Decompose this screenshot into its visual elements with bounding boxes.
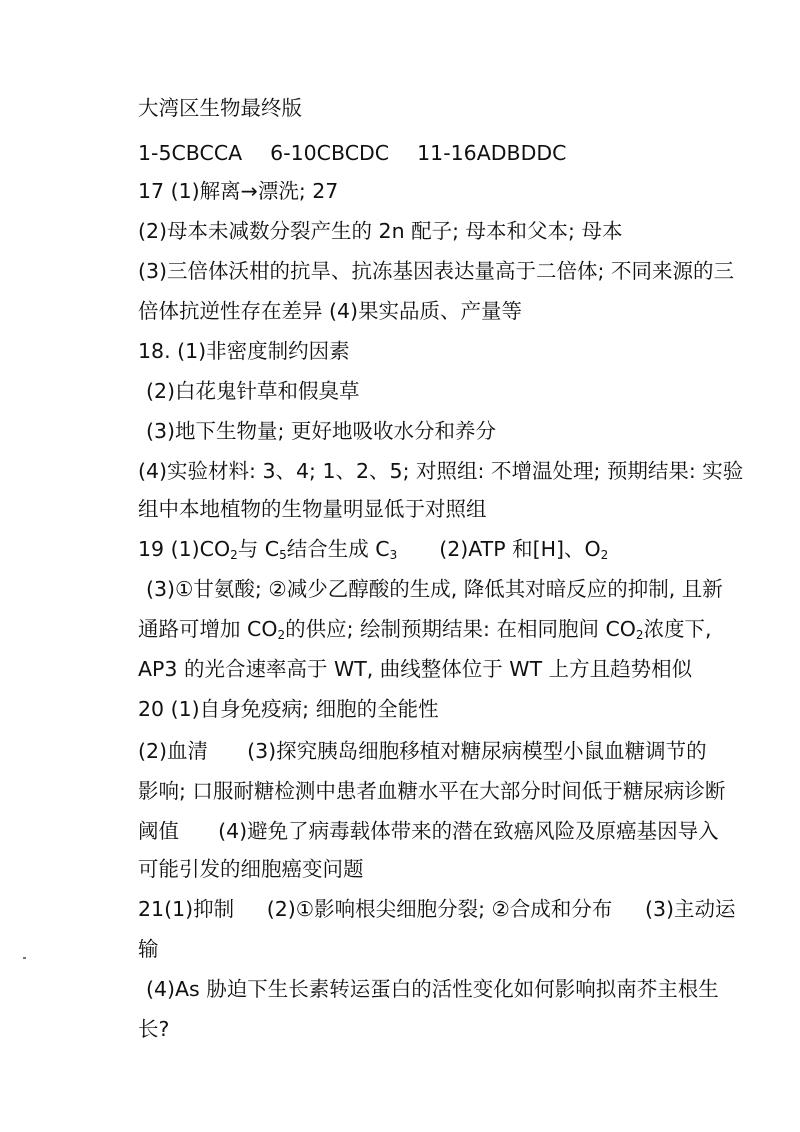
q21-line-3: (4)As 胁迫下生长素转运蛋白的活性变化如何影响拟南芥主根生 — [146, 977, 719, 1001]
mc-group-3: 11-16ADBDDC — [417, 141, 567, 165]
q20-line-2: (2)血清 (3)探究胰岛细胞移植对糖尿病模型小鼠血糖调节的 — [138, 739, 707, 763]
q19-text-a: 19 (1)CO — [138, 537, 231, 561]
q19-text-c: 结合生成 C — [286, 537, 390, 561]
q18-line-3: (3)地下生物量; 更好地吸收水分和养分 — [146, 419, 496, 443]
q17-line-3: (3)三倍体沃柑的抗旱、抗冻基因表达量高于二倍体; 不同来源的三 — [138, 259, 734, 283]
q18-line-4: (4)实验材料: 3、4; 1、2、5; 对照组: 不增温处理; 预期结果: 实验 — [138, 459, 744, 483]
q18-line-1: 18. (1)非密度制约因素 — [138, 339, 350, 363]
q19-l3-text-c: 浓度下, — [643, 617, 712, 641]
q17-line-1: 17 (1)解离→漂洗; 27 — [138, 179, 339, 203]
q17-line-2: (2)母本未减数分裂产生的 2n 配子; 母本和父本; 母本 — [138, 219, 623, 243]
q19-sub-1: 2 — [230, 548, 238, 562]
multiple-choice-answers — [138, 140, 594, 166]
mc-group-2: 6-10CBCDC — [270, 141, 390, 165]
q19-text-b: 与 C — [237, 537, 280, 561]
q19-line-3 — [138, 616, 712, 642]
q19-l3-sub-1: 2 — [277, 628, 286, 642]
q19-l3-text-a: 通路可增加 CO — [138, 617, 278, 641]
q19-sub-3: 3 — [389, 548, 398, 562]
q18-line-2: (2)白花鬼针草和假臭草 — [146, 379, 360, 403]
q17-line-4: 倍体抗逆性存在差异 (4)果实品质、产量等 — [138, 299, 523, 323]
q20-line-5: 可能引发的细胞癌变问题 — [138, 857, 364, 881]
q19-line-4: AP3 的光合速率高于 WT, 曲线整体位于 WT 上方且趋势相似 — [138, 657, 693, 681]
doc-title: 大湾区生物最终版 — [138, 96, 302, 120]
q19-l3-text-b: 的供应; 绘制预期结果: 在相同胞间 CO — [285, 617, 636, 641]
q19-line-2: (3)①甘氨酸; ②减少乙醇酸的生成, 降低其对暗反应的抑制, 且新 — [146, 577, 723, 601]
q21-line-1: 21(1)抑制 (2)①影响根尖细胞分裂; ②合成和分布 (3)主动运 — [138, 897, 736, 921]
q19-text-d: (2)ATP 和[H]、O — [439, 537, 601, 561]
q18-line-5: 组中本地植物的生物量明显低于对照组 — [138, 497, 487, 521]
q21-line-2: 输 — [138, 937, 159, 961]
q21-line-4: 长? — [138, 1017, 170, 1041]
q19-l3-sub-2: 2 — [635, 628, 644, 642]
q19-sub-4: 2 — [600, 548, 609, 562]
mc-group-1: 1-5CBCCA — [138, 141, 243, 165]
q19-sub-2: 5 — [279, 548, 287, 562]
q20-line-4: 阈值 (4)避免了病毒载体带来的潜在致癌风险及原癌基因导入 — [138, 819, 719, 843]
q20-line-1: 20 (1)自身免疫病; 细胞的全能性 — [138, 697, 439, 721]
scan-speck — [23, 957, 26, 959]
q19-line-1 — [138, 536, 608, 562]
q20-line-3: 影响; 口服耐糖检测中患者血糖水平在大部分时间低于糖尿病诊断 — [138, 779, 726, 803]
